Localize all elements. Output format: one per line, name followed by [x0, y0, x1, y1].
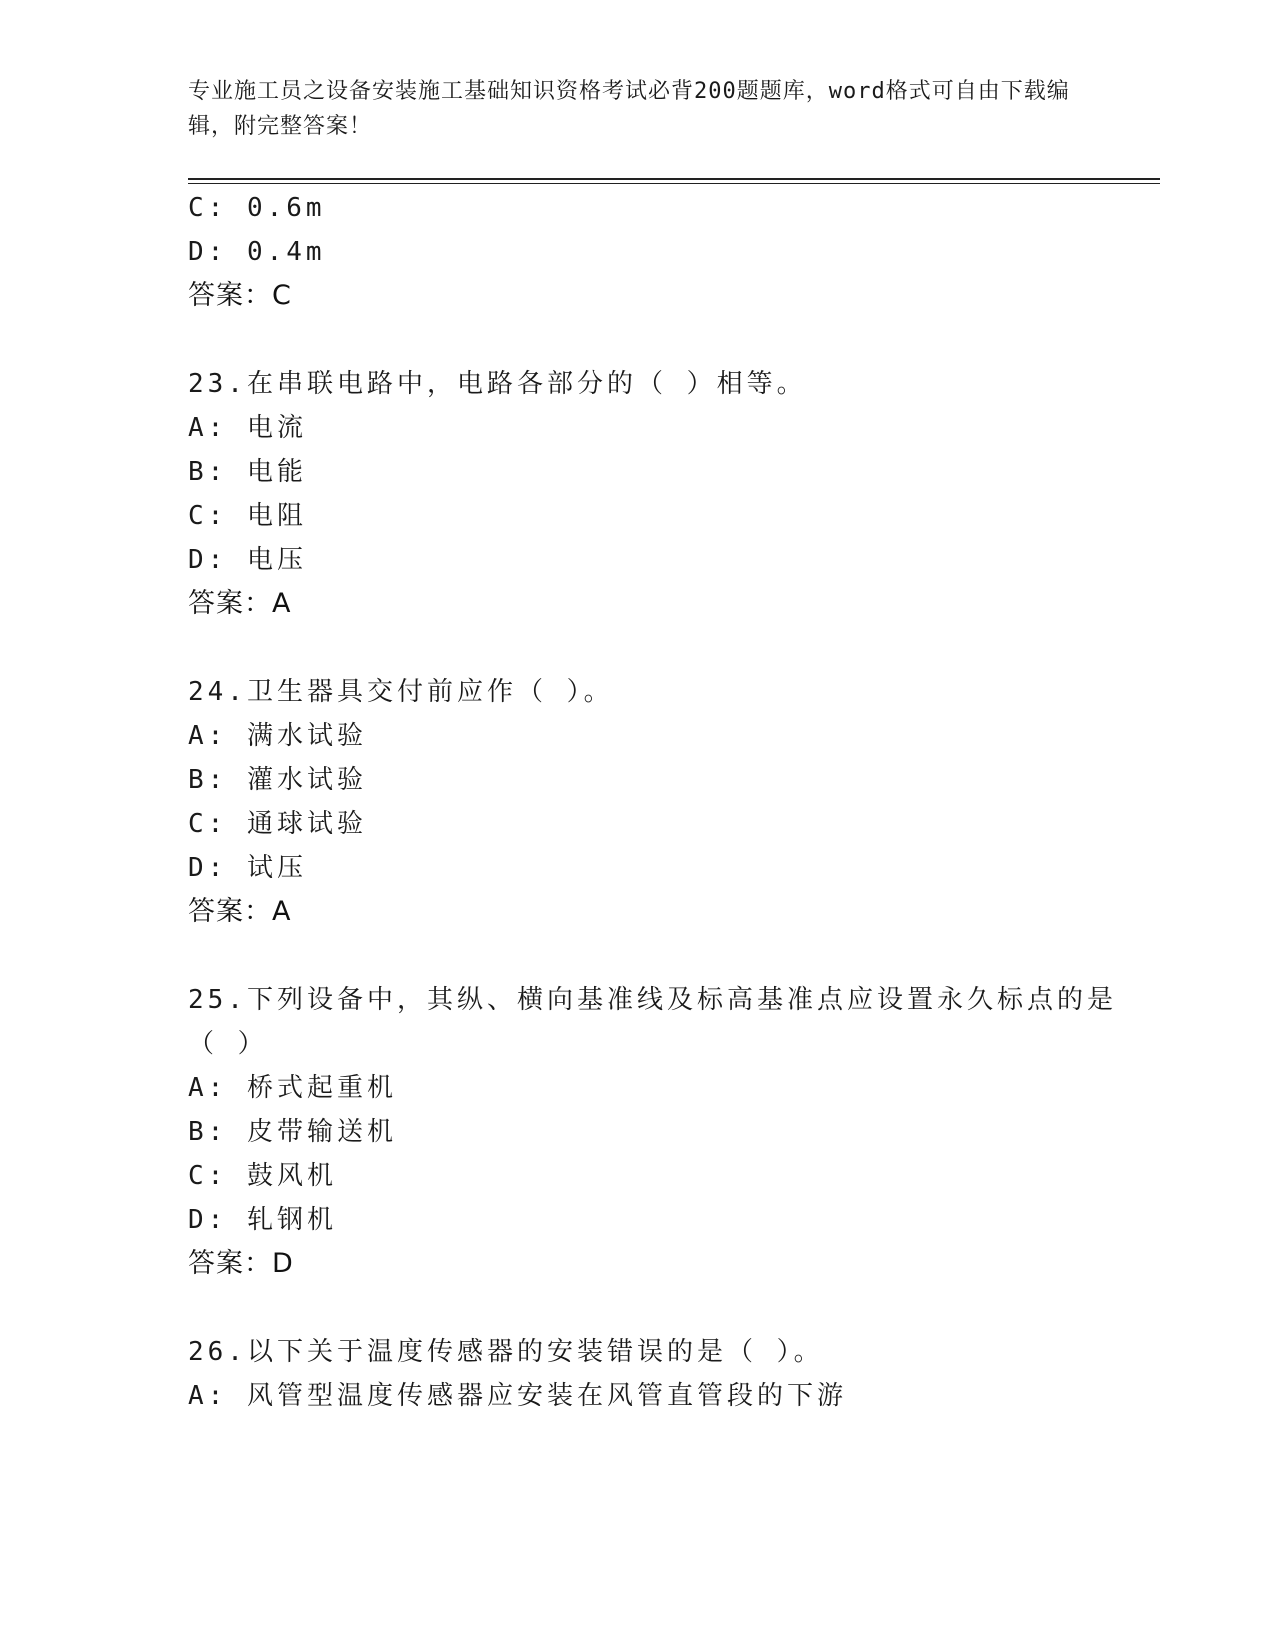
option-d: D: 0.4m — [188, 237, 326, 267]
question-24-option-d: D: 试压 — [188, 853, 307, 883]
question-25-option-b: B: 皮带输送机 — [188, 1117, 397, 1147]
question-25-option-d: D: 轧钢机 — [188, 1205, 337, 1235]
question-26-option-a: A: 风管型温度传感器应安装在风管直管段的下游 — [188, 1381, 847, 1411]
question-24-option-a: A: 满水试验 — [188, 721, 367, 751]
option-c: C: 0.6m — [188, 193, 326, 223]
question-25-answer: 答案：D — [188, 1248, 294, 1279]
header-divider-thin — [188, 183, 1160, 184]
question-23-stem: 23.在串联电路中，电路各部分的（ ）相等。 — [188, 369, 807, 399]
header-divider-thick — [188, 178, 1160, 180]
question-23-option-d: D: 电压 — [188, 545, 307, 575]
question-23-option-c: C: 电阻 — [188, 501, 307, 531]
answer-label: 答案：C — [188, 280, 292, 311]
question-23-option-b: B: 电能 — [188, 457, 307, 487]
question-25-option-a: A: 桥式起重机 — [188, 1073, 397, 1103]
question-25-stem: 25.下列设备中，其纵、横向基准线及标高基准点应设置永久标点的是 — [188, 985, 1117, 1015]
question-24-stem: 24.卫生器具交付前应作（ ）。 — [188, 677, 614, 707]
document-header: 专业施工员之设备安装施工基础知识资格考试必背200题题库，word格式可自由下载编辑，附完整答案！ — [188, 79, 1070, 139]
question-26-stem: 26.以下关于温度传感器的安装错误的是（ ）。 — [188, 1337, 824, 1367]
question-24-option-b: B: 灌水试验 — [188, 765, 367, 795]
question-23-answer: 答案：A — [188, 588, 292, 619]
question-23-option-a: A: 电流 — [188, 413, 307, 443]
question-24-answer: 答案：A — [188, 896, 292, 927]
question-24-option-c: C: 通球试验 — [188, 809, 367, 839]
question-25-option-c: C: 鼓风机 — [188, 1161, 337, 1191]
question-25-stem-continued: （ ） — [188, 1029, 268, 1059]
